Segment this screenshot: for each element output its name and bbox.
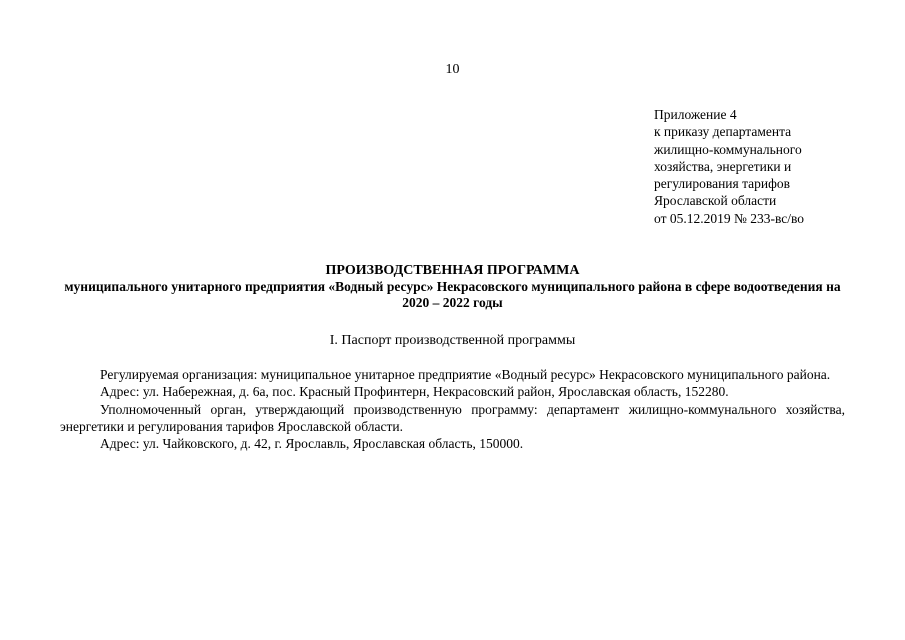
title-main: ПРОИЗВОДСТВЕННАЯ ПРОГРАММА [325,263,580,278]
section-heading: I. Паспорт производственной программы [329,333,576,348]
page-number: 10 [445,62,460,77]
appendix-line: хозяйства, энергетики и [654,158,792,174]
paragraph-organization-address: Адрес: ул. Набережная, д. 6а, пос. Красный Профинтерн, Некрасовский район, Ярославская область, 152280. [100,384,729,400]
appendix-line: Ярославской области [654,193,777,209]
appendix-line: от 05.12.2019 № 233-вс/во [654,210,805,226]
appendix-line: к приказу департамента [654,124,792,140]
paragraph-authority-address: Адрес: ул. Чайковского, д. 42, г. Ярославль, Ярославская область, 150000. [100,436,524,452]
document-title [60,262,845,311]
paragraph-regulated-organization: Регулируемая организация: муниципальное унитарное предприятие «Водный ресурс» Некрасовского муниципального района. [100,367,831,382]
appendix-note [654,106,894,227]
appendix-line: жилищно-коммунального [654,141,802,157]
title-subtitle: муниципального унитарного предприятия «Водный ресурс» Некрасовского муниципального района в сфере водоотведения на 2020 – 2022 годы [64,279,841,310]
appendix-line: регулирования тарифов [654,176,791,192]
appendix-line: Приложение 4 [654,107,737,122]
body-text [60,366,845,452]
paragraph-authorized-body: Уполномоченный орган, утверждающий производственную программу: департамент жилищно-коммунального хозяйства, энергетики и регулирования тарифов Ярославской области. [60,401,845,434]
